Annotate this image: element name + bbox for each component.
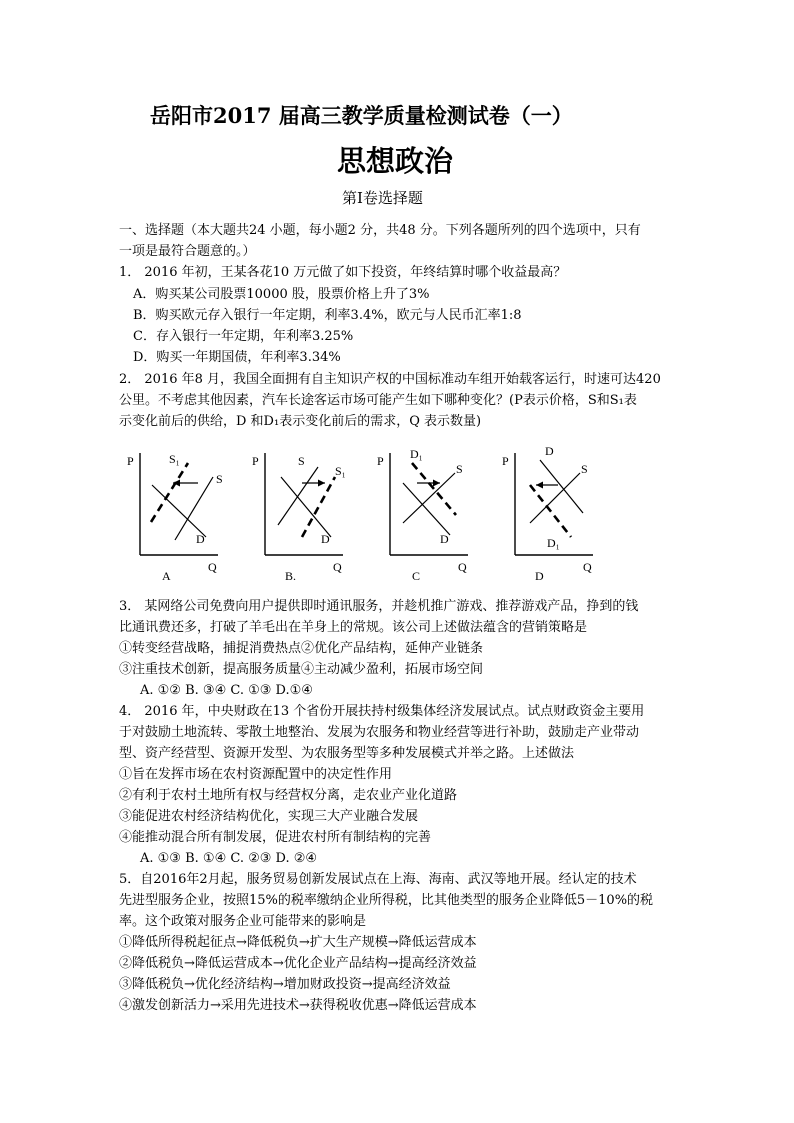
instructions-line-2: 一项是最符合题意的。） bbox=[119, 244, 256, 259]
graph-c-p-label: P bbox=[377, 454, 384, 468]
graph-a-demand-label: D bbox=[196, 532, 205, 546]
graph-d-supply-label: S bbox=[581, 462, 588, 476]
question-4-item-4: ④能推动混合所有制发展，促进农村所有制结构的完善 bbox=[119, 830, 432, 845]
question-4-item-2: ②有利于农村土地所有权与经营权分离，走农业产业化道路 bbox=[119, 788, 458, 803]
question-4-stem-line-2: 于对鼓励土地流转、零散土地整治、发展为农服务和物业经营等进行补助，鼓励走产业带动 bbox=[119, 725, 640, 740]
graph-a-caption: A bbox=[162, 569, 171, 583]
question-4-stem-line-1: 4． 2016 年，中央财政在13 个省份开展扶持村级集体经济发展试点。试点财政资金主要用 bbox=[119, 704, 645, 719]
graph-a-supply-label: S bbox=[216, 472, 223, 486]
question-2-stem-line-3: 示变化前后的供给，D 和D₁表示变化前后的需求，Q 表示数量) bbox=[119, 414, 482, 429]
graph-d-demand-label: D bbox=[545, 444, 554, 458]
graph-a-shift-arrow bbox=[173, 480, 198, 487]
question-2-stem-line-1: 2． 2016 年8 月，我国全面拥有自主知识产权的中国标准动车组开始载客运行，时速可达420 bbox=[119, 372, 661, 387]
graph-d-dashed-line bbox=[530, 485, 571, 537]
graph-c-demand-line bbox=[403, 483, 450, 535]
graph-c bbox=[370, 445, 480, 585]
graph-d-q-label: Q bbox=[583, 560, 592, 574]
graph-b-caption: B. bbox=[285, 569, 297, 583]
question-3-stem-line-1: 3． 某网络公司免费向用户提供即时通讯服务，并趁机推广游戏、推荐游戏产品，挣到的钱 bbox=[119, 599, 639, 614]
question-5-item-4: ④激发创新活力→采用先进技术→获得税收优惠→降低运营成本 bbox=[119, 998, 477, 1013]
graph-c-shift-arrow bbox=[417, 480, 440, 487]
graph-d-demand-line bbox=[540, 460, 583, 513]
question-4-item-3: ③能促进农村经济结构优化，实现三大产业融合发展 bbox=[119, 809, 419, 824]
graph-b-p-label: P bbox=[252, 454, 259, 468]
graph-d-shift-arrow bbox=[536, 482, 558, 489]
graph-b-supply-line bbox=[278, 467, 318, 525]
graph-b-dashed-label: S₁ bbox=[335, 464, 346, 478]
question-4-item-1: ①旨在发挥市场在农村资源配置中的决定性作用 bbox=[119, 767, 393, 782]
question-3-options: A. ①② B. ③④ C. ①③ D.①④ bbox=[140, 683, 313, 698]
question-3-items-1-2: ①转变经营战略，捕捉消费热点②优化产品结构，延伸产业链条 bbox=[119, 641, 484, 656]
graph-b-q-label: Q bbox=[333, 560, 342, 574]
graph-a-axes bbox=[140, 453, 218, 555]
graph-d-caption: D bbox=[535, 569, 544, 583]
graph-a-dashed-line bbox=[151, 463, 188, 522]
question-5-stem-line-3: 率。这个政策对服务企业可能带来的影响是 bbox=[119, 914, 367, 929]
question-3-items-3-4: ③注重技术创新，提高服务质量④主动减少盈利，拓展市场空间 bbox=[119, 662, 484, 677]
instructions-line-1: 一、选择题（本大题共24 小题，每小题2 分，共48 分。下列各题所列的四个选项中，只有 bbox=[119, 223, 641, 238]
graph-c-dashed-label: D₁ bbox=[410, 447, 423, 461]
subject-title: 思想政治 bbox=[337, 144, 454, 178]
question-1-option-b: B．购买欧元存入银行一年定期，利率3.4%，欧元与人民币汇率1:8 bbox=[133, 308, 522, 323]
section-heading: 第Ⅰ卷选择题 bbox=[342, 189, 423, 207]
question-5-stem-line-2: 先进型服务企业，按照15%的税率缴纳企业所得税，比其他类型的服务企业降低5－10%的税 bbox=[119, 893, 654, 908]
graph-c-supply-line bbox=[403, 473, 455, 523]
exam-title: 岳阳市2017 届高三教学质量检测试卷（一） bbox=[150, 103, 573, 128]
graph-a-demand-line bbox=[152, 485, 206, 537]
question-5-item-2: ②降低税负→降低运营成本→优化企业产品结构→提高经济效益 bbox=[119, 956, 477, 971]
question-1-stem: 1． 2016 年初，王某各花10 万元做了如下投资，年终结算时哪个收益最高？ bbox=[119, 265, 567, 280]
question-1-option-d: D．购买一年期国债，年利率3.34% bbox=[133, 350, 341, 365]
graph-b bbox=[245, 445, 355, 585]
graph-d-dashed-label: D₁ bbox=[547, 536, 560, 550]
question-5-stem-line-1: 5．自2016年2月起，服务贸易创新发展试点在上海、海南、武汉等地开展。经认定的技术 bbox=[119, 872, 637, 887]
graph-a-q-label: Q bbox=[208, 560, 217, 574]
graph-c-supply-label: S bbox=[456, 462, 463, 476]
question-4-options: A. ①③ B. ①④ C. ②③ D. ②④ bbox=[140, 851, 318, 866]
graph-d bbox=[495, 445, 605, 585]
graph-b-supply-label: S bbox=[298, 454, 305, 468]
graph-a-supply-line bbox=[175, 477, 213, 540]
graph-a-dashed-label: S₁ bbox=[169, 452, 180, 466]
question-3-stem-line-2: 比通讯费还多，打破了羊毛出在羊身上的常规。该公司上述做法蕴含的营销策略是 bbox=[119, 620, 588, 635]
question-2-stem-line-2: 公里。不考虑其他因素，汽车长途客运市场可能产生如下哪种变化？(P表示价格，S和S₁表 bbox=[119, 393, 637, 408]
graph-b-demand-line bbox=[281, 477, 331, 537]
graph-a-p-label: P bbox=[127, 454, 134, 468]
graph-c-q-label: Q bbox=[458, 560, 467, 574]
question-1-option-c: C．存入银行一年定期，年利率3.25% bbox=[133, 329, 354, 344]
graph-c-caption: C bbox=[412, 569, 421, 583]
question-5-item-1: ①降低所得税起征点→降低税负→扩大生产规模→降低运营成本 bbox=[119, 935, 477, 950]
graph-a bbox=[120, 445, 230, 585]
graph-d-p-label: P bbox=[502, 454, 509, 468]
question-1-option-a: A．购买某公司股票10000 股，股票价格上升了3% bbox=[133, 287, 430, 302]
graph-c-demand-label: D bbox=[440, 532, 449, 546]
graph-b-demand-label: D bbox=[321, 532, 330, 546]
question-5-item-3: ③降低税负→优化经济结构→增加财政投资→提高经济效益 bbox=[119, 977, 451, 992]
question-4-stem-line-3: 型、资产经营型、资源开发型、为农服务型等多种发展模式并举之路。上述做法 bbox=[119, 746, 575, 761]
